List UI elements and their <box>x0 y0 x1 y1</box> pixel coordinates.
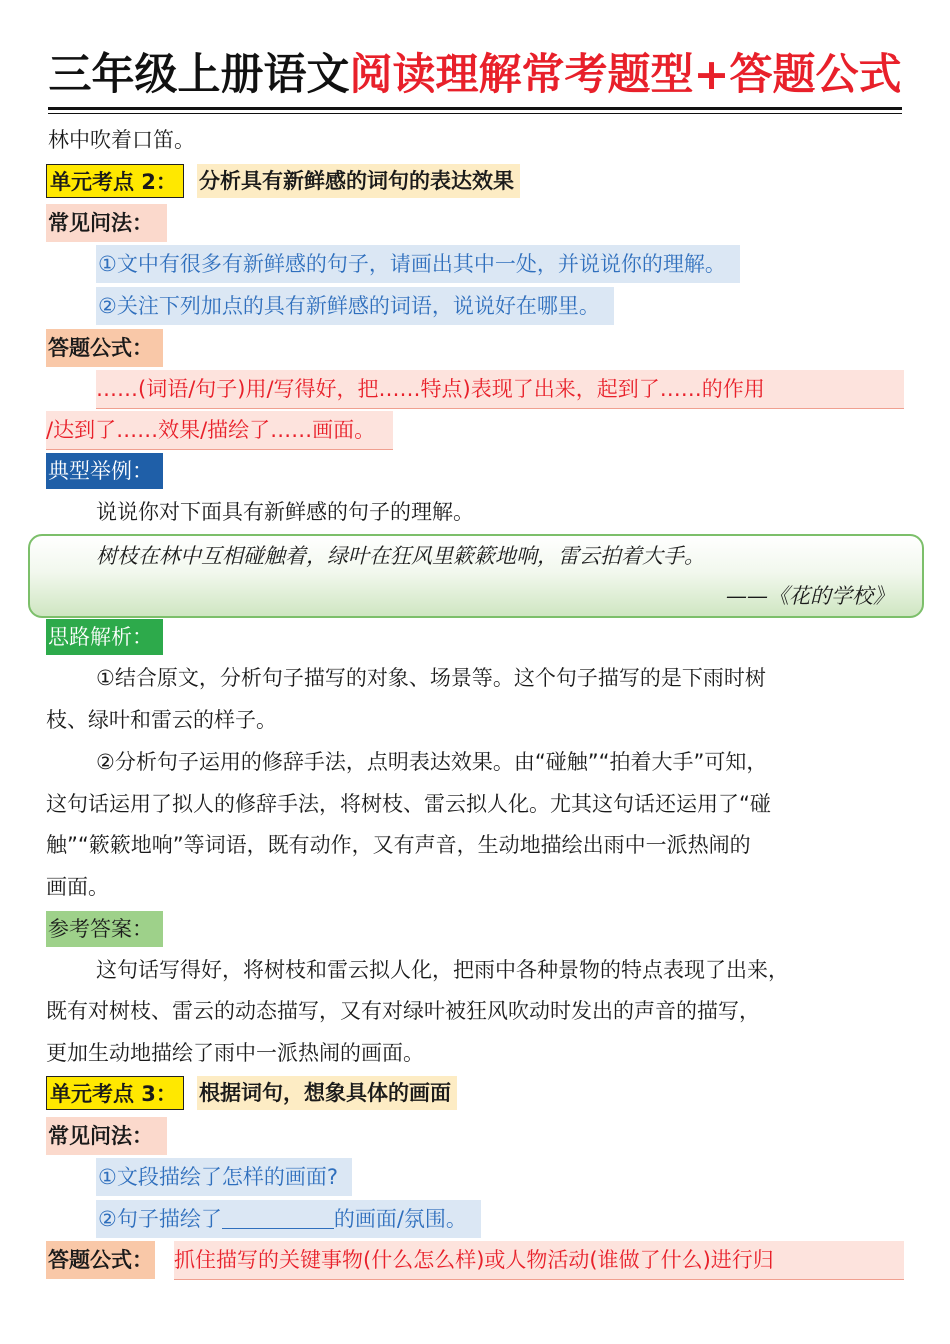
kp3-question-2 <box>96 1200 481 1238</box>
top-fragment: 林中吹着口笛。 <box>48 128 195 152</box>
kp3-formula-text: 抓住描写的关键事物(什么怎么样)或人物活动(谁做了什么)进行归 <box>174 1241 904 1280</box>
kp2-question-2: ②关注下列加点的具有新鲜感的词语，说说好在哪里。 <box>96 287 614 325</box>
kp2-formula-line-1: ……(词语/句子)用/写得好，把……特点)表现了出来，起到了……的作用 <box>96 370 904 409</box>
answer-line-1: 这句话写得好，将树枝和雷云拟人化，把雨中各种景物的特点表现了出来， <box>96 958 789 982</box>
kp3-formula-label: 答题公式： <box>46 1241 155 1279</box>
answer-label: 参考答案： <box>46 911 163 947</box>
analysis-p1-line-2: 枝、绿叶和雷云的样子。 <box>46 708 277 732</box>
quote-text: 树枝在林中互相碰触着，绿叶在狂风里簌簌地响，雷云拍着大手。 <box>96 544 705 568</box>
analysis-p2-line-3: 触”“簌簌地响”等词语，既有动作，又有声音，生动地描绘出雨中一派热闹的 <box>46 833 751 857</box>
kp3-question-2-after: 的画面/氛围。 <box>333 1207 467 1231</box>
title-black-part: 三年级上册语文 <box>48 50 350 100</box>
kp2-tag: 单元考点 2： <box>46 164 184 198</box>
example-label: 典型举例： <box>46 453 163 489</box>
analysis-p2-line-1: ②分析句子运用的修辞手法，点明表达效果。由“碰触”“拍着大手”可知， <box>96 750 768 774</box>
analysis-p1-line-1: ①结合原文，分析句子描写的对象、场景等。这个句子描写的是下雨时树 <box>96 666 766 690</box>
kp2-formula-line-2: /达到了……效果/描绘了……画面。 <box>46 411 393 450</box>
kp3-question-2-before: ②句子描绘了 <box>98 1207 222 1231</box>
kp3-title: 根据词句，想象具体的画面 <box>197 1076 457 1110</box>
title-red-part: 阅读理解常考题型+答题公式 <box>349 50 902 100</box>
quote-source: ——《花的学校》 <box>726 584 894 608</box>
example-prompt: 说说你对下面具有新鲜感的句子的理解。 <box>96 500 474 524</box>
answer-line-2: 既有对树枝、雷云的动态描写，又有对绿叶被狂风吹动时发出的声音的描写， <box>46 999 760 1023</box>
page-title <box>0 44 950 106</box>
kp2-title: 分析具有新鲜感的词句的表达效果 <box>197 164 520 198</box>
title-underline-thin <box>48 113 902 114</box>
analysis-p2-line-2: 这句话运用了拟人的修辞手法，将树枝、雷云拟人化。尤其这句话还运用了“碰 <box>46 792 771 816</box>
kp2-formula-label: 答题公式： <box>46 329 163 367</box>
kp3-questions-label: 常见问法： <box>46 1117 167 1155</box>
kp2-questions-label: 常见问法： <box>46 204 167 242</box>
answer-blank <box>222 1206 334 1229</box>
analysis-p2-line-4: 画面。 <box>46 875 109 899</box>
answer-line-3: 更加生动地描绘了雨中一派热闹的画面。 <box>46 1041 424 1065</box>
kp3-question-1: ①文段描绘了怎样的画面? <box>96 1158 352 1196</box>
kp2-question-1: ①文中有很多有新鲜感的句子，请画出其中一处，并说说你的理解。 <box>96 245 740 283</box>
title-underline-thick <box>48 107 902 110</box>
kp3-tag: 单元考点 3： <box>46 1076 184 1110</box>
analysis-label: 思路解析： <box>46 619 163 655</box>
